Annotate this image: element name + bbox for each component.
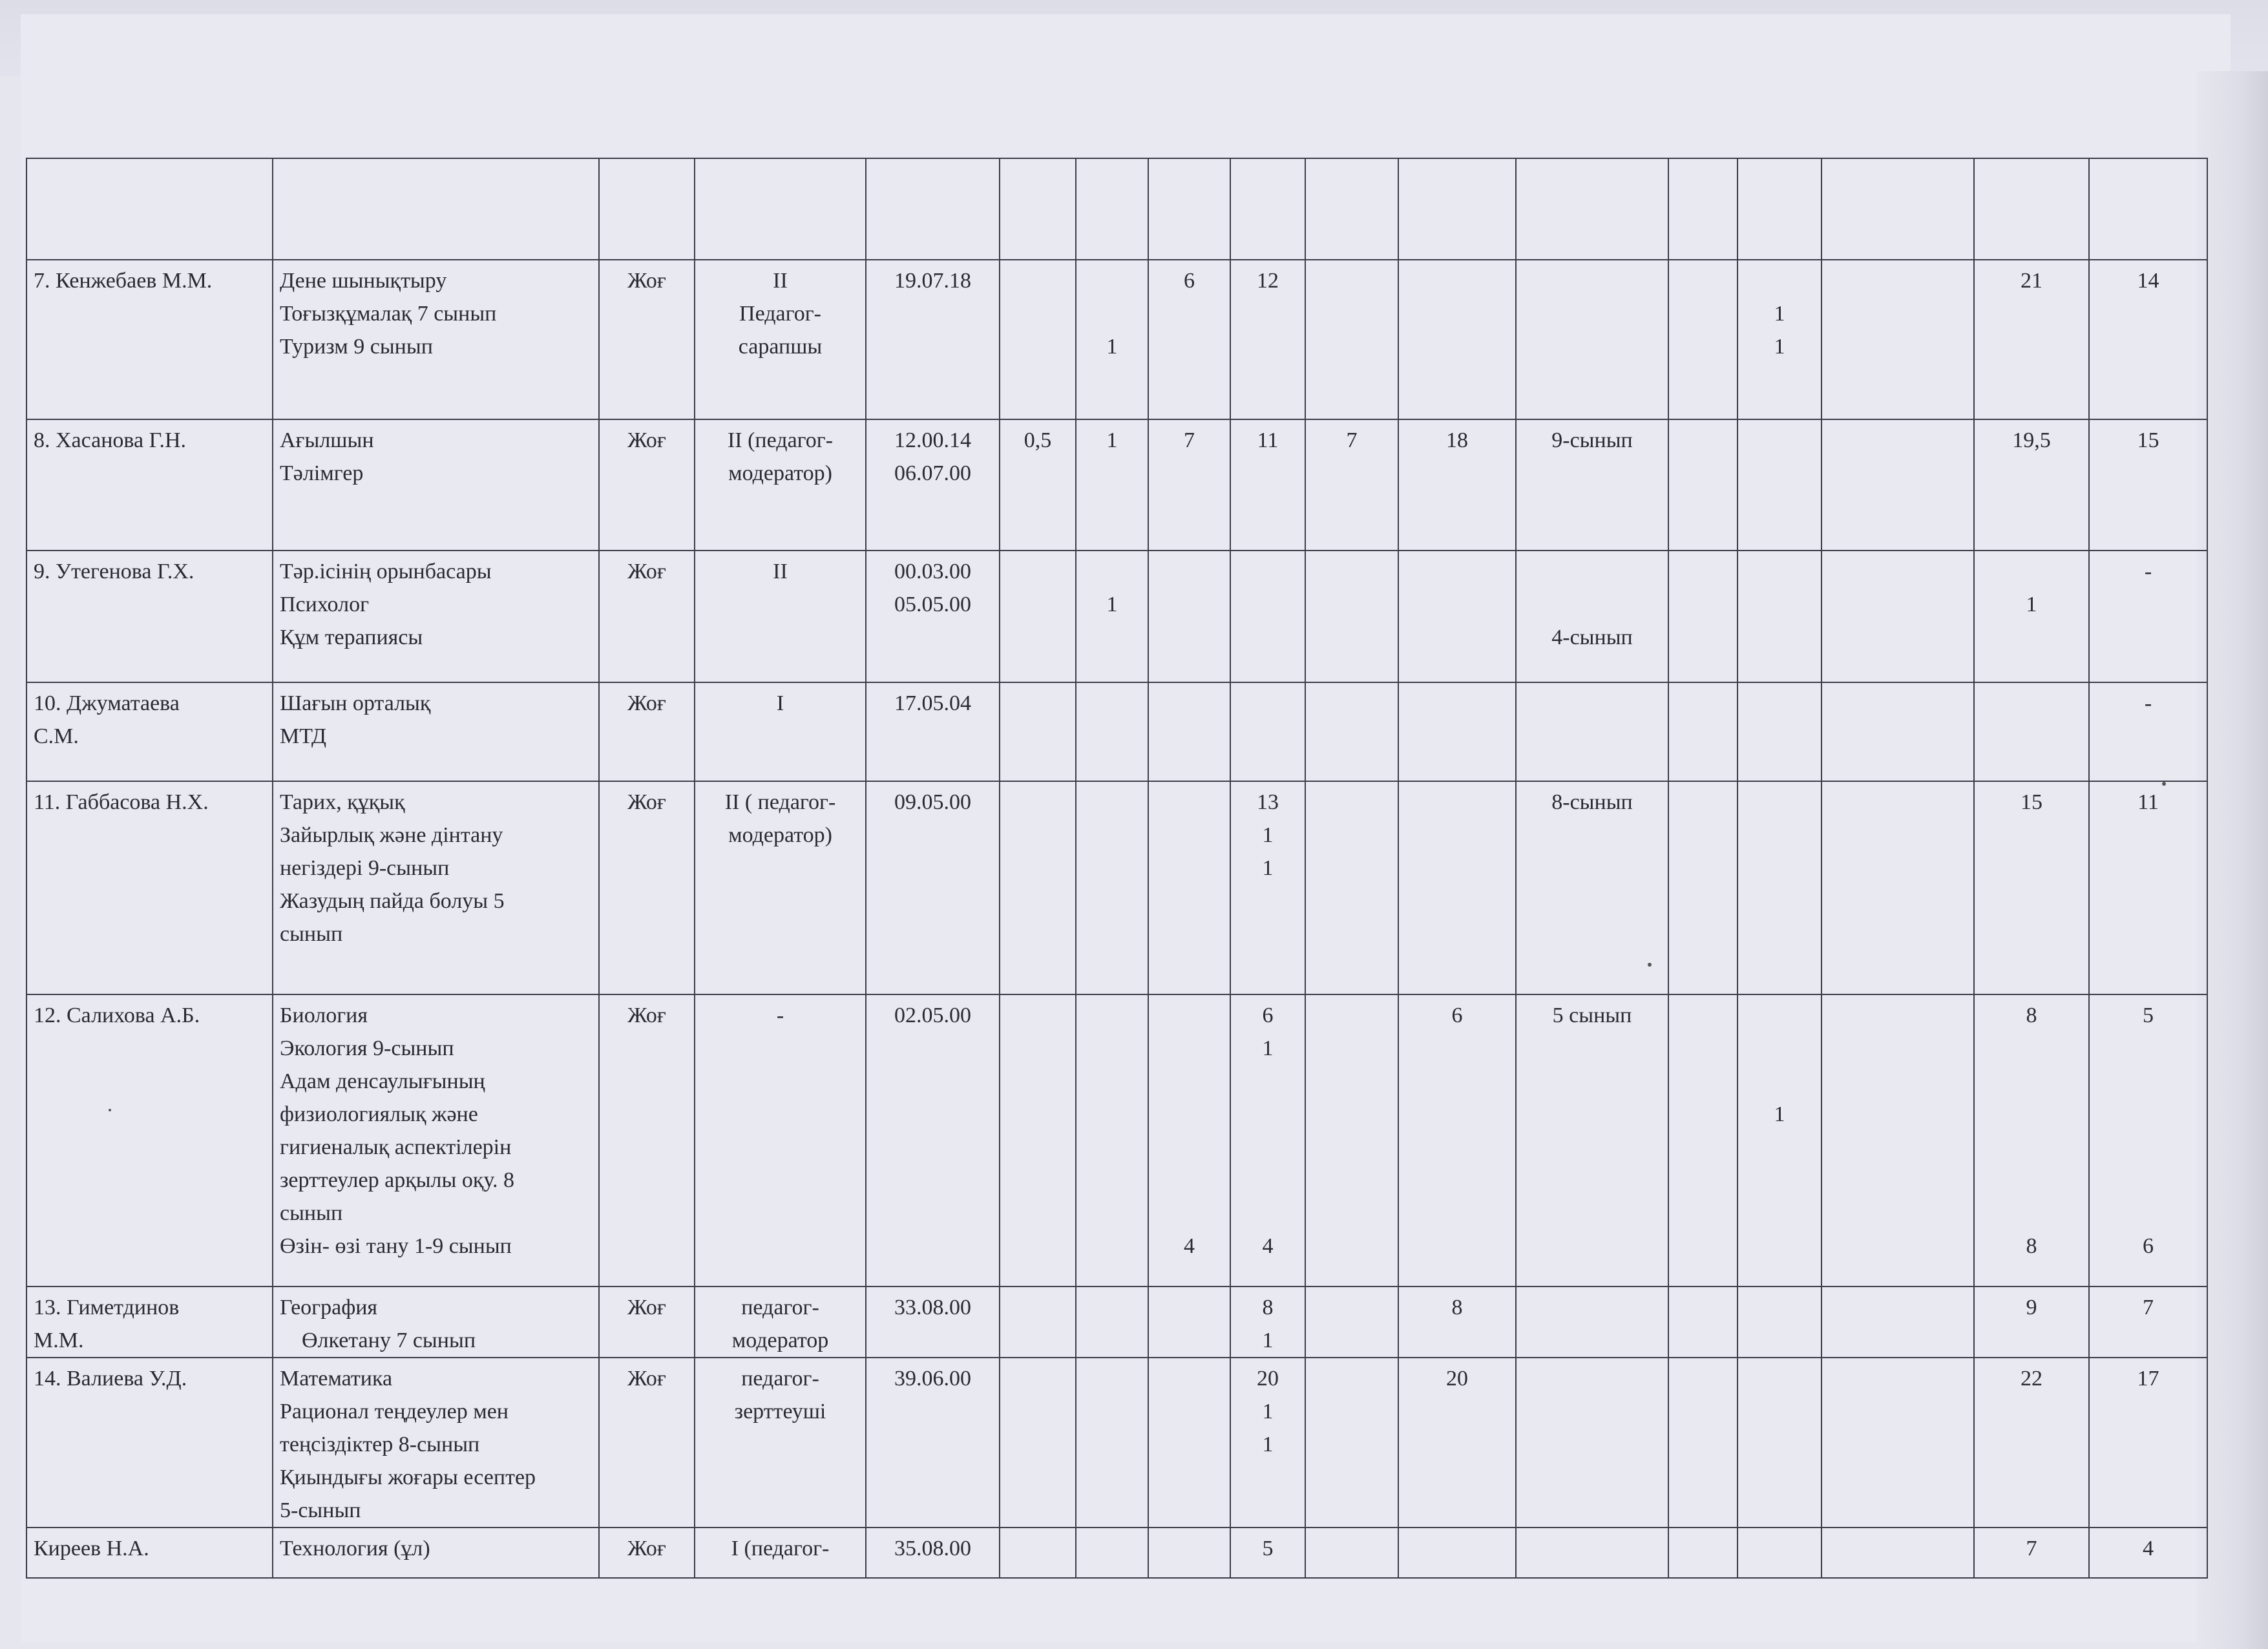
category-cell: II (педагог- модератор): [695, 419, 866, 551]
category-cell: I: [695, 682, 866, 781]
value-cell: 5: [1230, 1528, 1305, 1578]
total-cell: 15: [2089, 419, 2207, 551]
value-cell: 13 1 1: [1230, 781, 1305, 994]
value-cell: 1: [1076, 260, 1148, 419]
teacher-name: 9. Утегенова Г.Х.: [26, 551, 273, 682]
status-cell: Жоғ: [599, 1358, 695, 1528]
value-cell: 1 1: [1738, 260, 1822, 419]
table-row: [26, 1287, 2207, 1358]
value-cell: 6: [1148, 260, 1230, 419]
total-cell: 21: [1974, 260, 2089, 419]
table-row: [26, 781, 2207, 994]
status-cell: Жоғ: [599, 994, 695, 1287]
total-cell: 8 8: [1974, 994, 2089, 1287]
value-cell: 11: [1230, 419, 1305, 551]
value-cell: 1: [1076, 551, 1148, 682]
category-cell: педагог- модератор: [695, 1287, 866, 1358]
total-cell: 1: [1974, 551, 2089, 682]
status-cell: Жоғ: [599, 419, 695, 551]
category-cell: -: [695, 994, 866, 1287]
subjects-cell: Биология Экология 9-сынып Адам денсаулығының физиологиялық және гигиеналық аспектілерін зерттеулер арқылы оқу. 8 сынып Өзін- өзі тану 1-9 сынып: [273, 994, 599, 1287]
category-cell: I (педагог-: [695, 1528, 866, 1578]
value-cell: 18: [1398, 419, 1516, 551]
status-cell: Жоғ: [599, 682, 695, 781]
table-row: [26, 419, 2207, 551]
value-cell: 8: [1398, 1287, 1516, 1358]
total-cell: -: [2089, 551, 2207, 682]
value-cell: 12: [1230, 260, 1305, 419]
teacher-name: 13. Гиметдинов М.М.: [26, 1287, 273, 1358]
date-cell: 17.05.04: [866, 682, 1000, 781]
date-cell: 39.06.00: [866, 1358, 1000, 1528]
teacher-name: 7. Кенжебаев М.М.: [26, 260, 273, 419]
category-cell: педагог- зерттеуші: [695, 1358, 866, 1528]
teacher-name: 10. Джуматаева С.М.: [26, 682, 273, 781]
total-cell: 19,5: [1974, 419, 2089, 551]
total-cell: -: [2089, 682, 2207, 781]
teacher-name: 12. Салихова А.Б.: [26, 994, 273, 1287]
date-cell: 35.08.00: [866, 1528, 1000, 1578]
table-row: [26, 1358, 2207, 1528]
value-cell: 20 1 1: [1230, 1358, 1305, 1528]
scan-speck: [2162, 782, 2166, 786]
grade-cell: 9-сынып: [1516, 419, 1668, 551]
teacher-name: 8. Хасанова Г.Н.: [26, 419, 273, 551]
subjects-cell: География Өлкетану 7 сынып: [273, 1287, 599, 1358]
subjects-cell: Технология (ұл): [273, 1528, 599, 1578]
value-cell: 6 1 4: [1230, 994, 1305, 1287]
category-cell: II: [695, 551, 866, 682]
subjects-cell: Тәр.ісінің орынбасары Психолог Құм терапиясы: [273, 551, 599, 682]
value-cell: 6: [1398, 994, 1516, 1287]
teacher-name: 14. Валиева У.Д.: [26, 1358, 273, 1528]
subjects-cell: Дене шынықтыру Тоғызқұмалақ 7 сынып Туризм 9 сынып: [273, 260, 599, 419]
date-cell: 09.05.00: [866, 781, 1000, 994]
subjects-cell: Ағылшын Тәлімгер: [273, 419, 599, 551]
status-cell: Жоғ: [599, 1287, 695, 1358]
total-cell: 15: [1974, 781, 2089, 994]
total-cell: 22: [1974, 1358, 2089, 1528]
status-cell: Жоғ: [599, 1528, 695, 1578]
total-cell: 11: [2089, 781, 2207, 994]
value-cell: 1: [1738, 994, 1822, 1287]
total-cell: 7: [2089, 1287, 2207, 1358]
date-cell: 33.08.00: [866, 1287, 1000, 1358]
table-row: [26, 994, 2207, 1287]
scan-speck: [1648, 963, 1652, 967]
total-cell: 17: [2089, 1358, 2207, 1528]
subjects-cell: Математика Рационал теңдеулер мен теңсіздіктер 8-сынып Қиындығы жоғары есептер 5-сынып: [273, 1358, 599, 1528]
value-cell: 7: [1305, 419, 1398, 551]
staff-load-table: [26, 158, 2208, 1579]
teacher-name: 11. Габбасова Н.Х.: [26, 781, 273, 994]
table-row: [26, 682, 2207, 781]
subjects-cell: Шағын орталық МТД: [273, 682, 599, 781]
total-cell: 4: [2089, 1528, 2207, 1578]
subjects-cell: Тарих, құқық Зайырлық және дінтану негіздері 9-сынып Жазудың пайда болуы 5 сынып: [273, 781, 599, 994]
teacher-name: Киреев Н.А.: [26, 1528, 273, 1578]
table-row: [26, 1528, 2207, 1578]
date-cell: 02.05.00: [866, 994, 1000, 1287]
table-row: [26, 551, 2207, 682]
grade-cell: 5 сынып: [1516, 994, 1668, 1287]
total-cell: 7: [1974, 1528, 2089, 1578]
total-cell: 14: [2089, 260, 2207, 419]
value-cell: 0,5: [1000, 419, 1076, 551]
table-row: [26, 158, 2207, 260]
date-cell: 19.07.18: [866, 260, 1000, 419]
category-cell: II ( педагог- модератор): [695, 781, 866, 994]
category-cell: II Педагог- сарапшы: [695, 260, 866, 419]
value-cell: 4: [1148, 994, 1230, 1287]
status-cell: Жоғ: [599, 551, 695, 682]
value-cell: 7: [1148, 419, 1230, 551]
grade-cell: 8-сынып: [1516, 781, 1668, 994]
value-cell: 8 1: [1230, 1287, 1305, 1358]
value-cell: 20: [1398, 1358, 1516, 1528]
date-cell: 00.03.00 05.05.00: [866, 551, 1000, 682]
table-row: [26, 260, 2207, 419]
status-cell: Жоғ: [599, 260, 695, 419]
grade-cell: 4-сынып: [1516, 551, 1668, 682]
total-cell: 5 6: [2089, 994, 2207, 1287]
total-cell: 9: [1974, 1287, 2089, 1358]
date-cell: 12.00.14 06.07.00: [866, 419, 1000, 551]
value-cell: 1: [1076, 419, 1148, 551]
status-cell: Жоғ: [599, 781, 695, 994]
scan-speck: [109, 1109, 111, 1111]
